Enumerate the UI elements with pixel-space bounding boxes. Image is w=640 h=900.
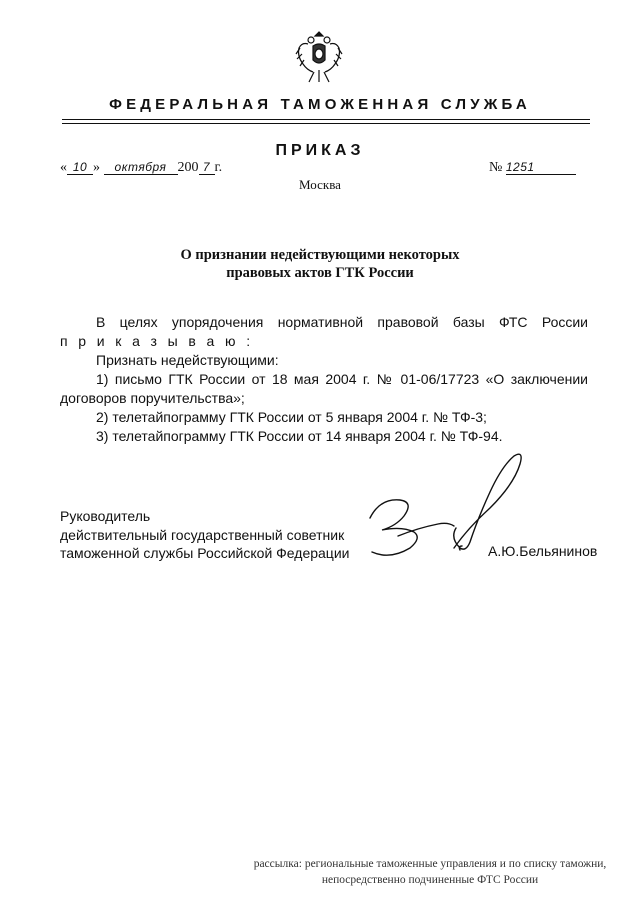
signatory-position: [60, 507, 380, 563]
document-type: ПРИКАЗ: [275, 142, 365, 159]
date-year-digit: 7: [199, 160, 215, 175]
body-order-word: п р и к а з ы в а ю :: [60, 333, 254, 349]
document-body: [60, 313, 588, 446]
date-day: 10: [67, 160, 93, 175]
handwritten-signature: [360, 448, 530, 558]
date-year-prefix: 200: [177, 160, 199, 175]
body-lead: Признать недействующими:: [96, 352, 279, 368]
city: Москва: [299, 177, 341, 192]
body-item-1-line-1: 1) письмо ГТК России от 18 мая 2004 г. № 01-06/17723 «О заключении: [96, 371, 588, 387]
body-item-3: 3) телетайпограмму ГТК России от 14 января 2004 г. № ТФ-94.: [96, 428, 503, 444]
signer-name: А.Ю.Бельянинов: [488, 543, 598, 559]
document-title: [140, 246, 500, 282]
signatory-line-2: действительный государственный советник: [60, 526, 345, 543]
title-line-2: правовых актов ГТК России: [226, 265, 414, 281]
order-number: [489, 160, 576, 176]
distribution-line-2: непосредственно подчиненные ФТС России: [321, 874, 539, 886]
date-month: октября: [104, 160, 178, 175]
agency-name: ФЕДЕРАЛЬНАЯ ТАМОЖЕННАЯ СЛУЖБА: [109, 96, 531, 113]
date-close-quote: »: [93, 160, 100, 175]
order-date: [60, 160, 222, 176]
title-line-1: О признании недействующими некоторых: [180, 247, 460, 263]
signatory-line-1: Руководитель: [60, 508, 151, 524]
order-number-value: 1251: [506, 160, 576, 175]
date-year-suffix: г.: [214, 160, 223, 175]
header-rule: [62, 119, 590, 120]
signatory-line-3: таможенной службы Российской Федерации: [60, 545, 350, 561]
header-rule-thin: [62, 123, 590, 124]
body-intro: В целях упорядочения нормативной правовой базы ФТС России: [96, 314, 588, 330]
body-item-1-line-2: договоров поручительства»;: [60, 390, 245, 406]
distribution-note: [230, 856, 630, 888]
order-number-label: №: [489, 160, 503, 175]
distribution-line-1: рассылка: региональные таможенные управления и по списку таможни,: [253, 858, 607, 870]
date-open-quote: «: [60, 160, 67, 175]
body-item-2: 2) телетайпограмму ГТК России от 5 января 2004 г. № ТФ-3;: [96, 409, 487, 425]
double-headed-eagle-icon: [294, 28, 344, 86]
